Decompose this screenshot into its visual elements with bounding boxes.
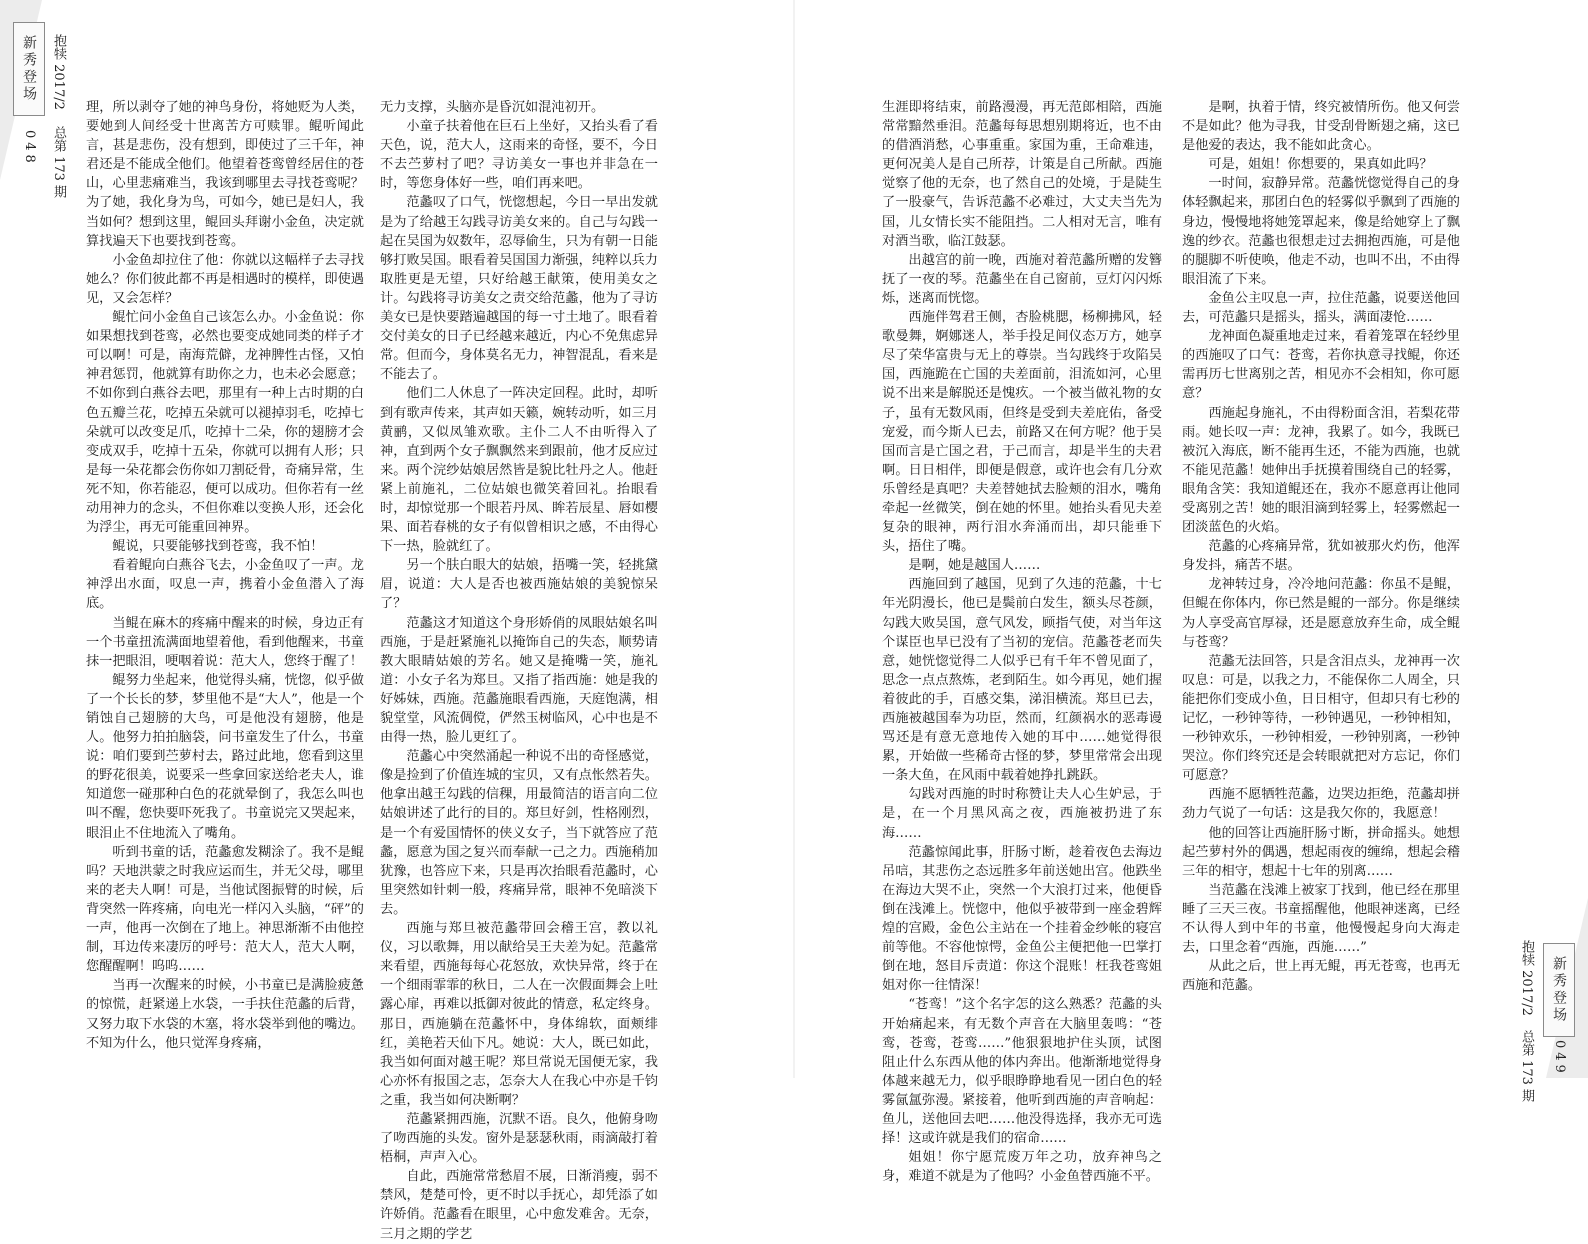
magazine-name-left: 抱犊 2017/2 bbox=[51, 34, 66, 110]
paragraph: 范蠡无法回答，只是含泪点头，龙神再一次叹息：可是，以我之力，不能保你二人周全，只能把你们变成小鱼，日日相守，但却只有七秒的记忆，一秒钟等待，一秒钟遇见，一秒钟相知，一秒钟欢乐，一秒钟相爱，一秒钟别离，一秒钟哭泣。你们终究还是会转眼就把对方忘记，你们可愿意？ bbox=[1182, 653, 1460, 784]
paragraph: 龙神转过身，冷冷地问范蠡：你虽不是鲲，但鲲在你体内，你已然是鲲的一部分。你是继续为人享受高官厚禄，还是愿意放弃生命，成全鲲与苍鸾？ bbox=[1182, 577, 1460, 650]
issue-number-right: 总第 173 期 bbox=[1519, 1030, 1534, 1103]
paragraph: 小童子扶着他在巨石上坐好，又抬头看了看天色，说，范大人，这雨来的奇怪，要不，今日不去苎萝村了吧？寻访美女一事也并非急在一时，等您身体好一些，咱们再来吧。 bbox=[380, 119, 658, 192]
section-tab-right: 新秀登场 bbox=[1543, 943, 1575, 1037]
paragraph: 范蠡这才知道这个身形娇俏的凤眼姑娘名叫西施，于是赶紧施礼以掩饰自己的失态，顺势请教大眼睛姑娘的芳名。她又是掩嘴一笑，施礼道：小女子名为郑旦。又指了指西施：她是我的好姊妹，西施。范蠡施眼看西施，天庭饱满，相貌堂堂，风流倜傥，俨然玉树临风，心中也是不由得一热，脸儿更红了。 bbox=[380, 615, 658, 746]
paragraph: 生涯即将结束，前路漫漫，再无范郎相陪，西施常常黯然垂泪。范蠡每每思想别期将近，也不由的借酒消愁，心事重重。家国为重，王命难违，更何况美人是自己所荐，计策是自己所献。西施觉察了他的无奈，也了然自己的处境，于是陡生了一股豪气，告诉范蠡不必难过，大丈夫当先为国，儿女情长实不能阻挡。二人相对无言，唯有对酒当歌，临江鼓瑟。 bbox=[882, 100, 1162, 249]
text-column-4 bbox=[1182, 98, 1460, 994]
paragraph: 看着鲲向白燕谷飞去，小金鱼叹了一声。龙神浮出水面，叹息一声，携着小金鱼潜入了海底。 bbox=[86, 558, 364, 612]
paragraph: 龙神面色凝重地走过来，看着笼罩在轻纱里的西施叹了口气：苍鸾，若你执意寻找鲲，你还需再历七世离别之苦，相见亦不会相知，你可愿意？ bbox=[1182, 329, 1460, 402]
paragraph: 是啊，她是越国人…… bbox=[908, 558, 1041, 574]
issue-number-left: 总第 173 期 bbox=[51, 126, 66, 199]
paragraph: 西施不愿牺牲范蠡，边哭边拒绝，范蠡却拼劲力气说了一句话：这是我欠你的，我愿意！ bbox=[1182, 787, 1460, 822]
paragraph: 勾践对西施的时时称赞让夫人心生妒忌，于是，在一个月黑风高之夜，西施被扔进了东海…… bbox=[882, 787, 1162, 841]
paragraph: 姐姐！你宁愿荒废万年之功，放弃神鸟之身，难道不就是为了他吗？小金鱼替西施不平。 bbox=[882, 1150, 1162, 1185]
paragraph: 范蠡的心疼痛异常，犹如被那火灼伤，他浑身发抖，痛苦不堪。 bbox=[1182, 539, 1460, 574]
text-column-3 bbox=[882, 98, 1162, 1185]
paragraph: 另一个肤白眼大的姑娘，捂嘴一笑，轻挑黛眉，说道：大人是否也被西施姑娘的美貌惊呆了？ bbox=[380, 558, 658, 612]
paragraph: 可是，姐姐！你想要的，果真如此吗？ bbox=[1208, 157, 1433, 173]
page-number-right: 049 bbox=[1552, 1040, 1567, 1077]
text-column-2 bbox=[380, 98, 658, 1242]
paragraph: 西施起身施礼，不由得粉面含泪，若梨花带雨。她长叹一声：龙神，我累了。如今，我既已被沉入海底，断不能再生还，不能为西施，也就不能见范蠡！她伸出手抚摸着围绕自己的轻雾，眼角含笑：我知道鲲还在，我亦不愿意再让他同受离别之苦！她的眼泪滴到轻雾上，轻雾燃起一团淡蓝色的火焰。 bbox=[1182, 405, 1460, 536]
paragraph: 范蠡惊闻此事，肝肠寸断，趁着夜色去海边吊唁，其悲伤之态远胜多年前送她出宫。他跌坐在海边大哭不止，突然一个大浪打过来，他便昏倒在浅滩上。恍惚中，他似乎被带到一座金碧辉煌的宫殿，金色公主站在一个挂着金纱帐的寝宫前等他。不容他惊愕，金鱼公主便把他一巴掌打倒在地，怒目斥责道：你这个混账！枉我苍鸾姐姐对你一往情深！ bbox=[882, 844, 1162, 994]
page-number-left: 048 bbox=[22, 130, 37, 167]
paragraph: 西施与郑旦被范蠡带回会稽王宫，教以礼仪，习以歌舞，用以献给吴王夫差为妃。范蠡常来看望，西施每每心花怒放，欢快异常，终于在一个细雨霏霏的秋日，二人在一次假面舞会上吐露心扉，再难以抵御对彼此的情意，私定终身。那日，西施躺在范蠡怀中，身体绵软，面颊绯红，美艳若天仙下凡。她说：大人，既已如此，我当如何面对越王呢？郑旦常说无国便无家，我心亦怀有报国之志，怎奈大人在我心中亦是千钧之重，我当如何决断啊？ bbox=[380, 921, 658, 1108]
paragraph: 他的回答让西施肝肠寸断，拼命摇头。她想起苎萝村外的偶遇，想起雨夜的缠绵，想起会稽三年的相守，想起十七年的别离…… bbox=[1182, 825, 1460, 879]
paragraph: 一时间，寂静异常。范蠡恍惚觉得自己的身体轻飘起来，那团白色的轻雾似乎飘到了西施的身边，慢慢地将她笼罩起来，像是给她穿上了飘逸的纱衣。范蠡也很想走过去拥抱西施，可是他的腿脚不听使唤，他走不动，也叫不出，不由得眼泪流了下来。 bbox=[1182, 176, 1460, 287]
paragraph: 西施回到了越国，见到了久违的范蠡，十七年光阴漫长，他已是鬓前白发生，额头尽苍颜，勾践大败吴国，意气风发，顾指气使，对当年这个谋臣也早已没有了当初的宠信。范蠡苍老而失意，她恍惚觉得二人似乎已有千年不曾见面了，思念一点点熬炼，老到陌生。如今再见，她们握着彼此的手，百感交集，涕泪横流。郑旦已去，西施被越国奉为功臣，然而，红颜祸水的恶毒谩骂还是有意无意地传入她的耳中……她觉得很累，开始做一些稀奇古怪的梦，梦里常常会出现一条大鱼，在风雨中载着她挣扎跳跃。 bbox=[882, 577, 1162, 784]
paragraph: 出越宫的前一晚，西施对着范蠡所赠的发簪抚了一夜的琴。范蠡坐在自己窗前，豆灯闪闪烁烁，迷离而恍惚。 bbox=[882, 252, 1162, 306]
paragraph: “苍鸾！”这个名字怎的这么熟悉？范蠡的头开始痛起来，有无数个声音在大脑里轰鸣：“苍鸾，苍鸾，苍鸾……”他狠狠地护住头顶，试图阻止什么东西从他的体内奔出。他渐渐地觉得身体越来越无力，似乎眼睁睁地看见一团白色的轻雾氤氲弥漫。紧接着，他听到西施的声音响起：鱼儿，送他回去吧……他没得选择，我亦无可选择！这或许就是我们的宿命…… bbox=[882, 997, 1162, 1147]
paragraph: 西施伴驾君王侧，杏脸桃腮，杨柳拂风，轻歌曼舞，婀娜迷人，举手投足间仪态万方，她享尽了荣华富贵与无上的尊崇。当勾践终于攻陷吴国，西施跪在亡国的夫差面前，泪流如河，心里说不出来是解脱还是愧疚。一个被当做礼物的女子，虽有无数风雨，但终是受到夫差庇佑，备受宠爱，而今斯人已去，前路又在何方呢？他于吴国而言是亡国之君，于己而言，却是半生的夫君啊。日日相伴，即便是假意，或许也会有几分欢乐曾经是真吧？夫差替她拭去脸颊的泪水，嘴角牵起一丝微笑，倒在她的怀里。她抬头看见夫差复杂的眼神，两行泪水奔涌而出，却只能垂下头，捂住了嘴。 bbox=[882, 310, 1162, 555]
paragraph: 理，所以剥夺了她的神鸟身份，将她贬为人类，要她到人间经受十世离苦方可赎罪。鲲听闻此言，甚是悲伤，没有想到，即使过了三千年，神君还是不能成全他们。他望着苍鸾曾经居住的苍山，心里悲痛难当，我该到哪里去寻找苍鸾呢？为了她，我化身为鸟，可如今，她已是妇人，我当如何？想到这里，鲲回头拜谢小金鱼，决定就算找遍天下也要找到苍鸾。 bbox=[86, 100, 364, 249]
paragraph: 他们二人休息了一阵决定回程。此时，却听到有歌声传来，其声如天籁，婉转动听，如三月黄鹂，又似凤雏欢歌。主仆二人不由听得入了神，直到两个女子飘飘然来到跟前，他才反应过来。两个浣纱姑娘居然皆是貌比牡丹之人。他赶紧上前施礼，二位姑娘也微笑着回礼。抬眼看时，却惊觉那一个眼若丹凤、眸若辰星、唇如樱果、面若春桃的女子有似曾相识之感，不由得心下一热，脸就红了。 bbox=[380, 386, 658, 555]
paragraph: 无力支撑，头脑亦是昏沉如混沌初开。 bbox=[380, 100, 605, 115]
paragraph: 鲲努力坐起来，他觉得头痛，恍惚，似乎做了一个长长的梦，梦里他不是“大人”，他是一个销蚀自己翅膀的大鸟，可是他没有翅膀，他是人。他努力拍拍脑袋，问书童发生了什么，书童说：咱们要到苎萝村去，路过此地，您看到这里的野花很美，说要采一些拿回家送给老夫人，谁知道您一碰那种白色的花就晕倒了，我怎么叫也叫不醒，您快要吓死我了。书童说完又哭起来，眼泪止不住地流入了嘴角。 bbox=[86, 672, 364, 841]
paragraph: 当范蠡在浅滩上被家丁找到，他已经在那里睡了三天三夜。书童摇醒他，他眼神迷离，已经不认得人到中年的书童，他慢慢起身向大海走去，口里念着“西施，西施……” bbox=[1182, 882, 1460, 956]
text-column-1 bbox=[86, 98, 364, 1070]
paragraph: 自此，西施常常愁眉不展，日渐消瘦，弱不禁风，楚楚可怜，更不时以手抚心，却凭添了如许娇俏。范蠡看在眼里，心中愈发难舍。无奈，三月之期的学艺 bbox=[380, 1169, 658, 1242]
paragraph: 听到书童的话，范蠡愈发糊涂了。我不是鲲吗？天地洪蒙之时我应运而生，并无父母，哪里来的老夫人啊！可是，当他试图振臂的时候，后背突然一阵疼痛，向电光一样闪入头脑，“砰”的一声，他再一次倒在了地上。神思渐渐不由他控制，耳边传来凄厉的呼号：范大人，范大人啊，您醒醒啊！呜呜…… bbox=[86, 844, 364, 975]
paragraph: 小金鱼却拉住了他：你就以这幅样子去寻找她么？你们彼此都不再是相遇时的模样，即使遇见，又会怎样？ bbox=[86, 252, 364, 306]
paragraph: 鲲说，只要能够找到苍鸾，我不怕！ bbox=[112, 539, 324, 555]
section-tab-left: 新秀登场 bbox=[13, 22, 45, 116]
magazine-name-right: 抱犊 2017/2 bbox=[1519, 940, 1534, 1016]
paragraph: 是啊，执着于情，终究被情所伤。他又何尝不是如此？他为寻我，甘受刮骨断翅之痛，这已是他爱的表达，我不能如此贪心。 bbox=[1182, 100, 1460, 154]
paragraph: 范蠡紧拥西施，沉默不语。良久，他俯身吻了吻西施的头发。窗外是瑟瑟秋雨，雨滴敲打着梧桐，声声入心。 bbox=[380, 1111, 658, 1166]
page-spine bbox=[793, 0, 795, 1078]
paragraph: 当再一次醒来的时候，小书童已是满脸疲惫的惊慌，赶紧递上水袋，一手扶住范蠡的后背，又努力取下水袋的木塞，将水袋举到他的嘴边。不知为什么，他只觉浑身疼痛， bbox=[86, 978, 364, 1051]
paragraph: 范蠡心中突然涌起一种说不出的奇怪感觉，像是捡到了价值连城的宝贝，又有点怅然若失。他拿出越王勾践的信稞，用最简洁的语言向二位姑娘讲述了此行的目的。郑旦好剑，性格刚烈，是一个有爱国情怀的侠义女子，当下就答应了范蠡，愿意为国之复兴而奉献一己之力。西施稍加犹豫，也答应下来，只是再次抬眼看范蠡时，心里突然如针刺一般，疼痛异常，眼神不免暗淡下去。 bbox=[380, 749, 658, 917]
paragraph: 范蠡叹了口气，恍惚想起，今日一早出发就是为了给越王勾践寻访美女来的。自己与勾践一起在吴国为奴数年，忍辱偷生，只为有朝一日能够打败吴国。眼看着吴国国力渐强，纯粹以兵力取胜更是无望，只好给越王献策，使用美女之计。勾践将寻访美女之责交给范蠡，他为了寻访美女已是快要踏遍越国的每一寸土地了。眼看着交付美女的日子已经越来越近，内心不免焦虑异常。但而今，身体莫名无力，神智混乱，看来是不能去了。 bbox=[380, 195, 658, 383]
paragraph: 当鲲在麻木的疼痛中醒来的时候，身边正有一个书童扭流满面地望着他，看到他醒来，书童抹一把眼泪，哽咽着说：范大人，您终于醒了！ bbox=[86, 615, 364, 669]
paragraph: 金鱼公主叹息一声，拉住范蠡，说要送他回去，可范蠡只是摇头，摇头，满面凄怆…… bbox=[1182, 290, 1460, 326]
paragraph: 鲲忙问小金鱼自己该怎么办。小金鱼说：你如果想找到苍鸾，必然也要变成她同类的样子才可以啊！可是，南海荒僻，龙神脾性古怪，又怕神君惩罚，他就算有助你之力，也未必会愿意；不如你到白燕谷去吧，那里有一种上古时期的白色五瓣兰花，吃掉五朵就可以褪掉羽毛，吃掉七朵就可以改变足爪，吃掉十二朵，你的翅膀才会变成双手，吃掉十五朵，你就可以拥有人形；只是每一朵花都会伤你如刀割砭骨，奇痛异常，生死不知，你若能忍，便可以成功。但你若有一丝动用神力的念头，不但你难以变换人形，还会化为浮尘，再无可能重回神界。 bbox=[86, 310, 364, 536]
paragraph: 从此之后，世上再无鲲，再无苍鸾，也再无西施和范蠡。 bbox=[1182, 959, 1460, 994]
